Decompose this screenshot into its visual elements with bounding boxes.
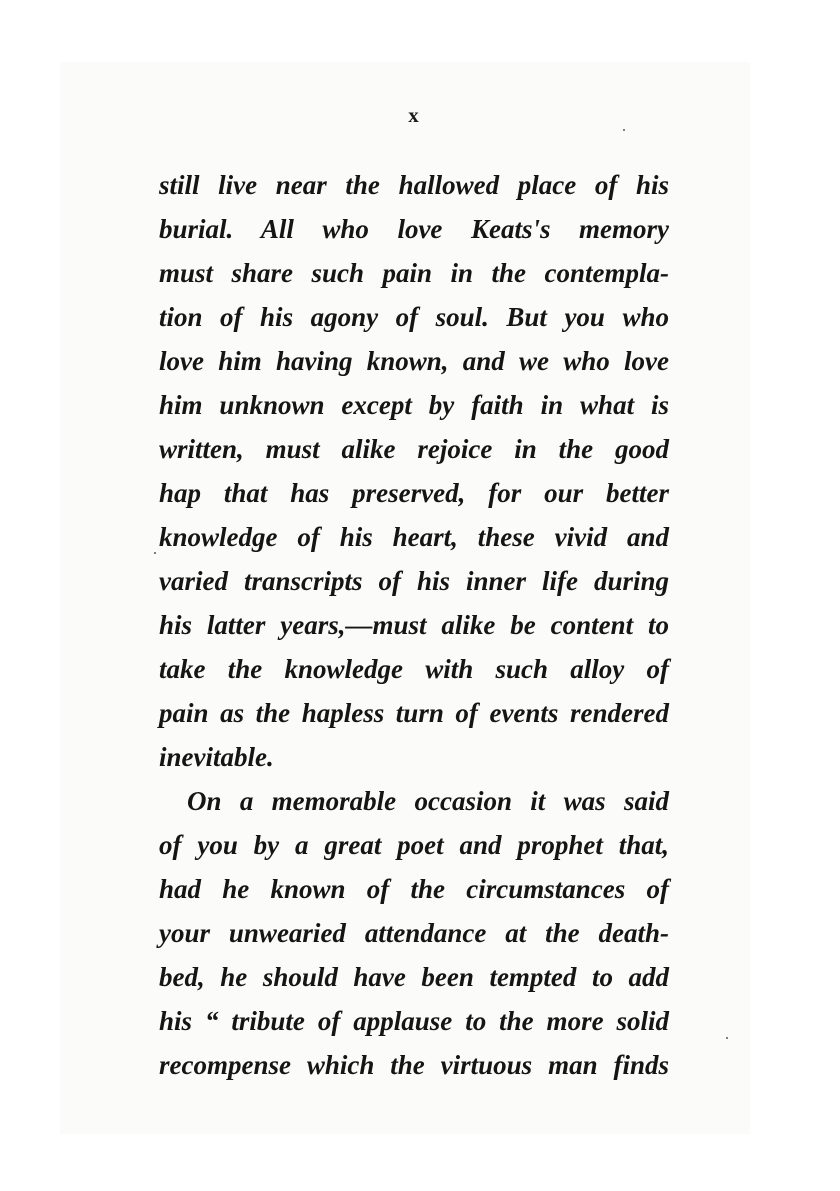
text-line: love him having known, and we who love <box>159 346 669 376</box>
scan-speck <box>726 1037 728 1039</box>
scan-speck <box>154 552 156 554</box>
paragraph <box>159 779 669 1087</box>
text-line: pain as the hapless turn of events rendered <box>159 698 669 728</box>
text-line: his latter years,—must alike be content to <box>159 610 669 640</box>
text-line: his “ tribute of applause to the more solid <box>159 1006 669 1036</box>
text-line: knowledge of his heart, these vivid and <box>159 522 669 552</box>
text-line: bed, he should have been tempted to add <box>159 962 669 992</box>
text-line: still live near the hallowed place of his <box>159 170 669 200</box>
page-number: x <box>408 103 420 127</box>
text-line: take the knowledge with such alloy of <box>159 654 669 684</box>
paragraph <box>159 163 669 779</box>
text-line: written, must alike rejoice in the good <box>159 434 669 464</box>
body-text <box>159 163 669 1087</box>
text-line: inevitable. <box>159 742 274 772</box>
text-line: recompense which the virtuous man finds <box>159 1050 669 1080</box>
text-line: varied transcripts of his inner life during <box>159 566 669 596</box>
text-line: burial. All who love Keats's memory <box>159 214 669 244</box>
text-line: of you by a great poet and prophet that, <box>159 830 669 860</box>
text-line: your unwearied attendance at the death- <box>159 918 669 948</box>
text-line: had he known of the circumstances of <box>159 874 669 904</box>
text-line: must share such pain in the contempla- <box>159 258 669 288</box>
scan-speck <box>623 129 625 131</box>
text-line: hap that has preserved, for our better <box>159 478 669 508</box>
text-line: him unknown except by faith in what is <box>159 390 669 420</box>
text-line: tion of his agony of soul. But you who <box>159 302 669 332</box>
text-line: On a memorable occasion it was said <box>187 786 669 816</box>
